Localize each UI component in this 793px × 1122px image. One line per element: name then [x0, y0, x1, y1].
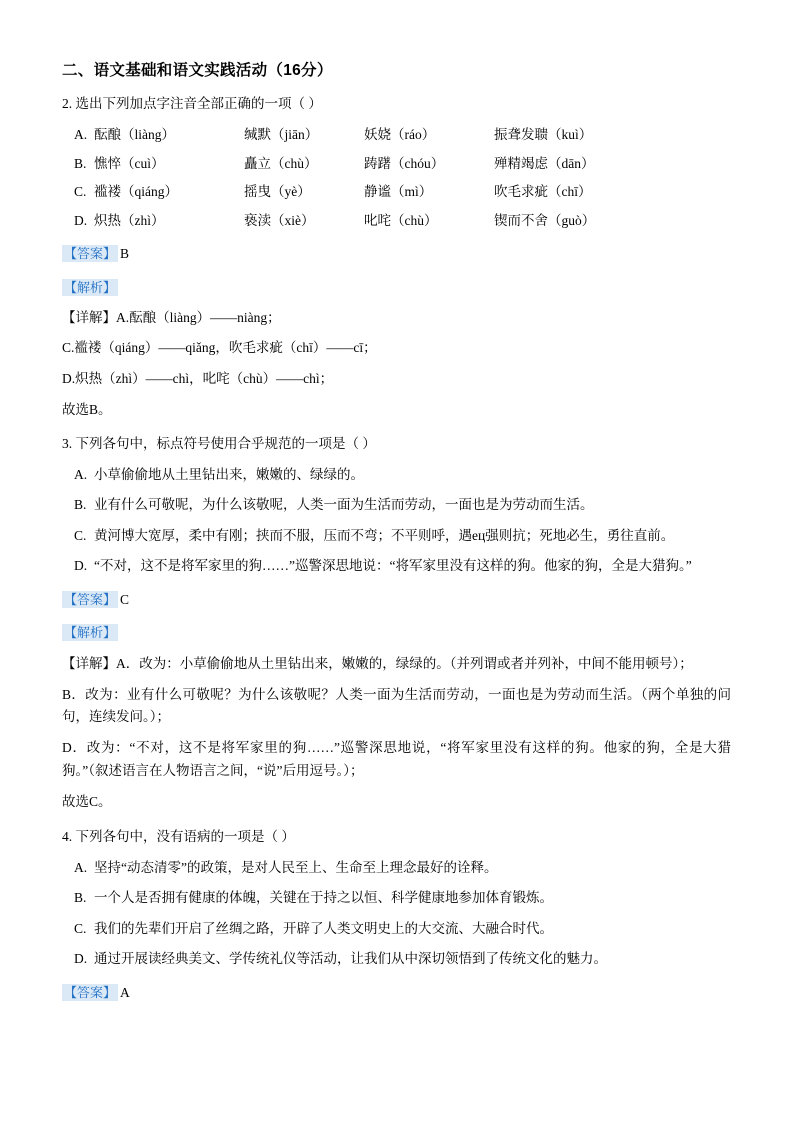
option-row-2d: [62, 210, 731, 232]
option-cell: 叱咤（chù）: [364, 212, 438, 228]
option-label: C.: [74, 920, 87, 936]
analysis-line-3: [62, 623, 731, 643]
option-cell: 锲而不舍（guò）: [494, 212, 596, 228]
question-stem-4: 4. 下列各句中，没有语病的一项是（ ）: [62, 829, 295, 845]
option-cell: 酝酿（liàng）: [94, 126, 175, 142]
option-label: C.: [74, 527, 87, 543]
section-title: 二、语文基础和语文实践活动（16分）: [62, 62, 333, 79]
option-row-4a: [62, 857, 731, 879]
option-cell: 振聋发聩（kuì）: [494, 126, 593, 142]
option-text: 黄河博大宽厚，柔中有刚；挟而不服，压而不弯；不平则呼，遇ец强则抗；死地必生，勇往直前。: [94, 527, 675, 543]
option-cell: 摇曳（yè）: [244, 184, 311, 200]
option-text: 小草偷偷地从土里钻出来，嫩嫩的、绿绿的。: [94, 467, 364, 483]
detail-line: 故选C。: [62, 793, 112, 809]
option-cell: 妖娆（ráo）: [364, 126, 436, 142]
option-row-3b: [62, 494, 731, 516]
option-row-2a: [62, 124, 731, 146]
option-text: 一个人是否拥有健康的体魄，关键在于持之以恒、科学健康地参加体育锻炼。: [94, 890, 553, 906]
option-text: 通过开展读经典美文、学传统礼仪等活动，让我们从中深切领悟到了传统文化的魅力。: [94, 950, 607, 966]
option-cell: 殚精竭虑（dān）: [494, 155, 595, 171]
option-label: D.: [74, 212, 88, 228]
detail-line: 【详解】A.酝酿（liàng）——niàng；: [62, 309, 281, 325]
answer-line-3: [62, 590, 731, 610]
option-label: B.: [74, 497, 87, 513]
detail-line: B．改为：业有什么可敬呢？为什么该敬呢？人类一面为生活而劳动，一面也是为劳动而生活。（两个单独的问句，连续发问。）；: [62, 686, 731, 725]
option-row-2c: [62, 181, 731, 203]
option-cell: 炽热（zhì）: [94, 212, 165, 228]
option-cell: 憔悴（cuì）: [94, 155, 165, 171]
detail-line: 【详解】A．改为：小草偷偷地从土里钻出来，嫩嫩的，绿绿的。（并列谓或者并列补，中间不能用顿号）；: [62, 655, 693, 671]
option-cell: 矗立（chù）: [244, 155, 318, 171]
answer-value: C: [120, 592, 130, 608]
option-label: D.: [74, 557, 88, 573]
option-label: A.: [74, 467, 88, 483]
option-label: D.: [74, 950, 88, 966]
option-row-3d: [62, 555, 731, 577]
option-cell: 踌躇（chóu）: [364, 155, 445, 171]
question-stem-2: 2. 选出下列加点字注音全部正确的一项（ ）: [62, 96, 322, 111]
option-cell: 缄默（jiān）: [244, 126, 319, 142]
answer-tag: 【答案】: [64, 985, 117, 1001]
option-cell: 吹毛求疵（chī）: [494, 184, 592, 200]
detail-line: C.褴褛（qiáng）——qiǎng，吹毛求疵（chī）——cī；: [62, 340, 377, 356]
option-row-3c: [62, 525, 731, 547]
option-text: 业有什么可敬呢，为什么该敬呢，人类一面为生活而劳动，一面也是为劳动而生活。: [94, 497, 594, 513]
option-row-4b: [62, 887, 731, 909]
option-cell: 静谧（mì）: [364, 184, 433, 200]
detail-line: D．改为：“不对，这不是将军家里的狗……”巡警深思地说，“将军家里没有这样的狗。他家的狗，全是大猎狗。”（叙述语言在人物语言之间，“说”后用逗号。）；: [62, 740, 731, 778]
option-label: A.: [74, 860, 88, 876]
answer-value: B: [120, 246, 130, 262]
option-cell: 亵渎（xiè）: [244, 212, 315, 228]
option-text: 我们的先辈们开启了丝绸之路，开辟了人类文明史上的大交流、大融合时代。: [94, 920, 553, 936]
answer-tag: 【答案】: [64, 592, 117, 608]
option-label: B.: [74, 155, 87, 171]
question-stem-3: 3. 下列各句中，标点符号使用合乎规范的一项是（ ）: [62, 436, 376, 452]
option-row-4c: [62, 918, 731, 940]
answer-value: A: [120, 985, 130, 1001]
option-text: 坚持“动态清零”的政策，是对人民至上、生命至上理念最好的诠释。: [94, 860, 498, 876]
option-row-4d: [62, 948, 731, 970]
option-row-3a: [62, 464, 731, 486]
option-label: B.: [74, 890, 87, 906]
analysis-tag: 【解析】: [64, 625, 117, 641]
answer-line-4: [62, 983, 731, 1003]
detail-line: 故选B。: [62, 401, 112, 417]
answer-tag: 【答案】: [64, 246, 117, 262]
option-row-2b: [62, 153, 731, 175]
option-label: C.: [74, 184, 87, 200]
option-text: “不对，这不是将军家里的狗……”巡警深思地说：“将军家里没有这样的狗。他家的狗，全是大猎狗。”: [94, 557, 692, 573]
detail-line: D.炽热（zhì）——chì，叱咤（chù）——chì；: [62, 370, 334, 386]
option-cell: 褴褛（qiáng）: [94, 184, 178, 200]
analysis-line-2: [62, 278, 731, 298]
analysis-tag: 【解析】: [64, 279, 117, 295]
answer-line-2: [62, 244, 731, 264]
option-label: A.: [74, 126, 88, 142]
